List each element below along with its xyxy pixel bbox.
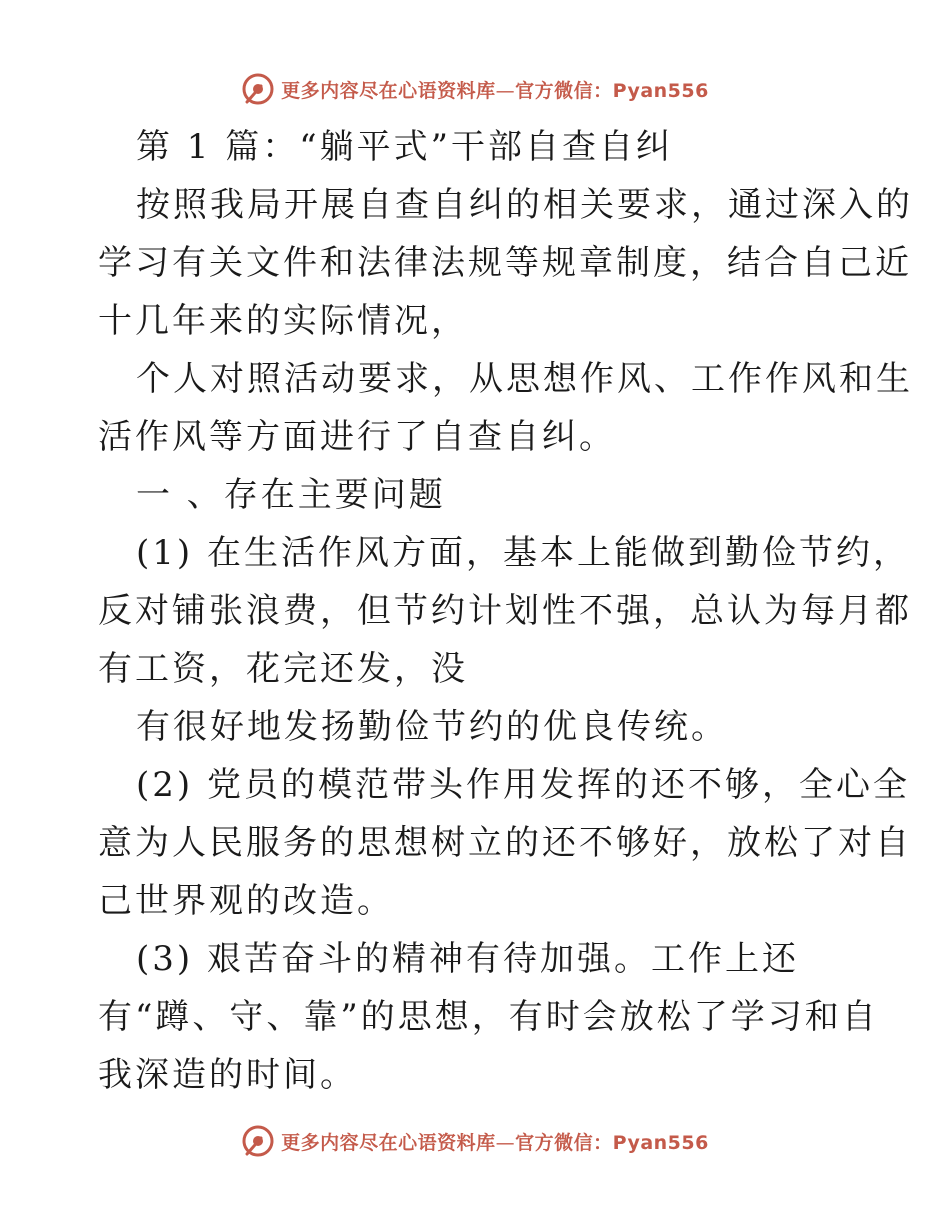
text-line: 活作风等方面进行了自查自纠。 [98,417,616,457]
text-line: 十几年来的实际情况， [98,301,468,341]
text-line: 一 、存在主要问题 [136,475,446,515]
paragraph-lines [98,176,913,1104]
text-line: 我深造的时间。 [98,1055,357,1095]
text-line: 意为人民服务的思想树立的还不够好，放松了对自 [98,823,912,863]
text-line: 有“蹲、守、靠”的思想，有时会放松了学习和自 [98,997,879,1037]
banner-contact: 官方微信：Pyan556 [515,1131,709,1154]
document-title: 第 1 篇：“躺平式”干部自查自纠 [136,127,674,167]
banner-title: 更多内容尽在心语资料库 [281,1131,496,1154]
banner-text [281,76,709,103]
banner-text [281,1128,709,1155]
document-body [98,118,913,1104]
logo-icon [241,72,275,106]
text-line: 反对铺张浪费，但节约计划性不强，总认为每月都 [98,591,912,631]
text-line: (1) 在生活作风方面，基本上能做到勤俭节约， [136,533,910,573]
text-line: 有很好地发扬勤俭节约的优良传统。 [136,707,728,747]
footer-banner [0,1124,950,1158]
banner-contact: 官方微信：Pyan556 [515,79,709,102]
text-line: 有工资，花完还发，没 [98,649,468,689]
text-line: (2) 党员的模范带头作用发挥的还不够，全心全 [136,765,910,805]
text-line: 按照我局开展自查自纠的相关要求，通过深入的 [136,185,913,225]
banner-separator: — [495,1131,516,1154]
text-line: 学习有关文件和法律法规等规章制度，结合自己近 [98,243,912,283]
banner-title: 更多内容尽在心语资料库 [281,79,496,102]
text-line: (3) 艰苦奋斗的精神有待加强。工作上还 [136,939,799,979]
banner-separator: — [495,79,516,102]
header-banner [0,72,950,106]
text-line: 个人对照活动要求，从思想作风、工作作风和生 [136,359,913,399]
logo-icon [241,1124,275,1158]
text-line: 己世界观的改造。 [98,881,394,921]
